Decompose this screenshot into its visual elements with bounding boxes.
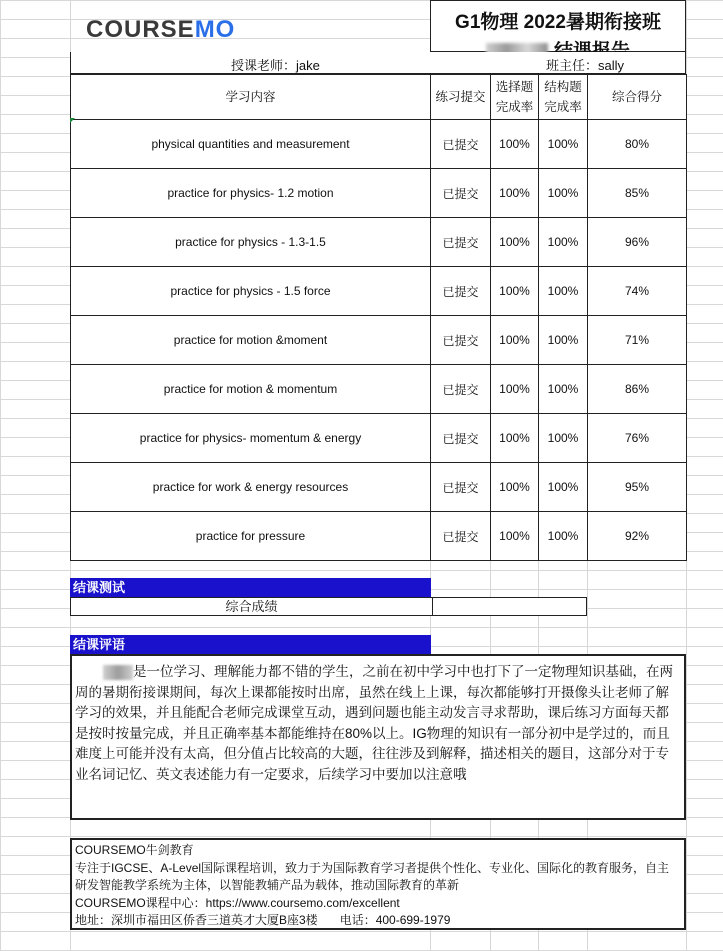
footer-company-name: COURSEMO牛剑教育 bbox=[75, 843, 194, 857]
head-teacher-label: 班主任：sally bbox=[546, 58, 625, 73]
row-submit: 已提交 bbox=[431, 316, 491, 365]
table-row bbox=[71, 512, 687, 561]
table-row bbox=[71, 120, 687, 169]
score-row bbox=[70, 597, 587, 616]
row-content: practice for physics - 1.3-1.5 bbox=[71, 218, 431, 267]
row-content: practice for motion &moment bbox=[71, 316, 431, 365]
row-content: practice for motion & momentum bbox=[71, 365, 431, 414]
row-submit: 已提交 bbox=[431, 414, 491, 463]
footer-address: 地址：深圳市福田区侨香三道英才大厦B座3楼 bbox=[75, 913, 318, 927]
col-header-struct-rate: 结构题完成率 bbox=[539, 75, 588, 120]
row-content: practice for physics- momentum & energy bbox=[71, 414, 431, 463]
company-footer bbox=[70, 838, 686, 930]
redacted-student-name bbox=[103, 665, 133, 680]
table-row bbox=[71, 316, 687, 365]
row-score: 92% bbox=[588, 512, 687, 561]
row-mc: 100% bbox=[491, 414, 539, 463]
row-struct: 100% bbox=[539, 267, 588, 316]
row-mc: 100% bbox=[491, 267, 539, 316]
row-content: practice for pressure bbox=[71, 512, 431, 561]
row-struct: 100% bbox=[539, 365, 588, 414]
row-struct: 100% bbox=[539, 120, 588, 169]
row-mc: 100% bbox=[491, 120, 539, 169]
course-progress-table bbox=[70, 74, 687, 561]
table-row bbox=[71, 365, 687, 414]
cell-comment-marker-icon bbox=[70, 118, 75, 123]
report-title: G1物理 2022暑期衔接班 bbox=[455, 12, 661, 33]
row-mc: 100% bbox=[491, 169, 539, 218]
comment-section-header: 结课评语 bbox=[70, 635, 431, 654]
row-content: practice for work & energy resources bbox=[71, 463, 431, 512]
row-score: 80% bbox=[588, 120, 687, 169]
table-row bbox=[71, 169, 687, 218]
comment-text: 是一位学习、理解能力都不错的学生，之前在初中学习中也打下了一定物理知识基础，在两周的暑期衔接课期间，每次上课都能按时出席，虽然在线上上课，每次都能够打开摄像头让老师了解学习的效果，并且能配合老师完成课堂互动，遇到问题也能主动发言寻求帮助，课后练习方面每天都是按时按量完成，并且正确率基本都能维持在80%以上。IG物理的知识有一部分初中是学过的，而且难度上可能并没有太高，但分值占比较高的大题，往往涉及到解释，描述相关的题目，这部分对于专业名词记忆、英文表述能力有一定要求，后续学习中要加以注意哦 bbox=[75, 664, 673, 782]
table-row bbox=[71, 463, 687, 512]
footer-phone: 电话：400-699-1979 bbox=[339, 913, 451, 927]
row-submit: 已提交 bbox=[431, 218, 491, 267]
row-score: 85% bbox=[588, 169, 687, 218]
row-score: 95% bbox=[588, 463, 687, 512]
teacher-row bbox=[70, 52, 686, 74]
footer-description: 专注于IGCSE、A-Level国际课程培训，致力于为国际教育学习者提供个性化、专业化、国际化的教育服务，自主研发智能教学系统为主体，以智能教辅产品为载体，推动国际教育的革新 bbox=[75, 860, 670, 892]
row-mc: 100% bbox=[491, 316, 539, 365]
report-title-box bbox=[430, 0, 686, 52]
teacher-comment bbox=[70, 654, 686, 820]
logo-suffix: MO bbox=[194, 16, 236, 43]
footer-website: COURSEMO课程中心：https://www.coursemo.com/excellent bbox=[75, 895, 400, 910]
row-score: 86% bbox=[588, 365, 687, 414]
teacher-label: 授课老师：jake bbox=[231, 58, 320, 73]
row-submit: 已提交 bbox=[431, 365, 491, 414]
row-struct: 100% bbox=[539, 316, 588, 365]
row-struct: 100% bbox=[539, 512, 588, 561]
row-score: 71% bbox=[588, 316, 687, 365]
row-content: practice for physics- 1.2 motion bbox=[71, 169, 431, 218]
test-section-header: 结课测试 bbox=[70, 578, 431, 597]
row-submit: 已提交 bbox=[431, 120, 491, 169]
row-mc: 100% bbox=[491, 365, 539, 414]
row-content: practice for physics - 1.5 force bbox=[71, 267, 431, 316]
row-submit: 已提交 bbox=[431, 267, 491, 316]
score-label: 综合成绩 bbox=[71, 598, 433, 615]
row-mc: 100% bbox=[491, 512, 539, 561]
row-score: 74% bbox=[588, 267, 687, 316]
row-struct: 100% bbox=[539, 463, 588, 512]
row-submit: 已提交 bbox=[431, 512, 491, 561]
coursemo-logo bbox=[86, 16, 235, 44]
logo-prefix: COURSE bbox=[86, 16, 195, 43]
table-header-row bbox=[71, 75, 687, 120]
table-row bbox=[71, 267, 687, 316]
col-header-score: 综合得分 bbox=[588, 75, 687, 120]
row-submit: 已提交 bbox=[431, 463, 491, 512]
col-header-content: 学习内容 bbox=[71, 75, 431, 120]
row-submit: 已提交 bbox=[431, 169, 491, 218]
row-score: 76% bbox=[588, 414, 687, 463]
col-header-submit: 练习提交 bbox=[431, 75, 491, 120]
row-struct: 100% bbox=[539, 218, 588, 267]
row-score: 96% bbox=[588, 218, 687, 267]
table-row bbox=[71, 218, 687, 267]
table-row bbox=[71, 414, 687, 463]
row-struct: 100% bbox=[539, 169, 588, 218]
row-mc: 100% bbox=[491, 463, 539, 512]
footer-contact bbox=[75, 912, 681, 930]
row-struct: 100% bbox=[539, 414, 588, 463]
col-header-mc-rate: 选择题完成率 bbox=[491, 75, 539, 120]
row-content: physical quantities and measurement bbox=[71, 120, 431, 169]
row-mc: 100% bbox=[491, 218, 539, 267]
